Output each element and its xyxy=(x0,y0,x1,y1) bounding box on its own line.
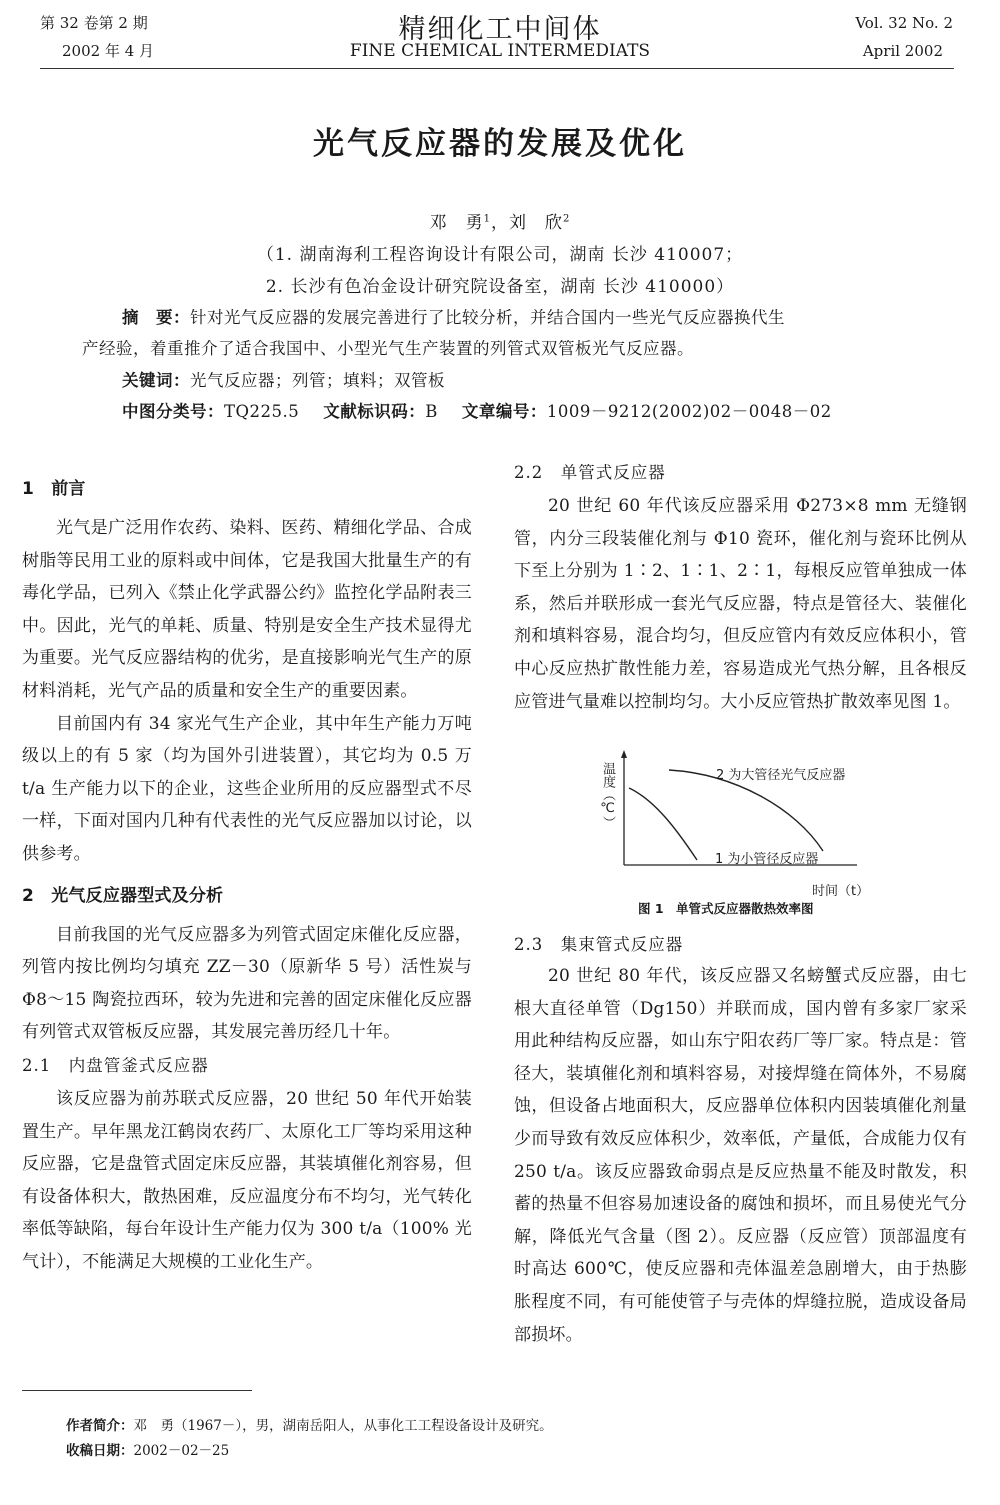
date-en: April 2002 xyxy=(862,42,943,60)
received-date-value: 2002－02－25 xyxy=(133,1443,230,1459)
article-id-label: 文章编号： xyxy=(461,402,547,421)
section-2-heading: 2 光气反应器型式及分析 xyxy=(22,885,224,906)
figure-1-caption: 图 1 单管式反应器散热效率图 xyxy=(638,901,814,916)
abstract-label: 摘 要： xyxy=(122,308,190,327)
issue-volume: 第 32 卷第 2 期 xyxy=(40,14,148,32)
section-2-1-paragraph-1: 该反应器为前苏联式反应器，20 世纪 50 年代开始装置生产。早年黑龙江鹤岗农药厂、太原化工厂等均采用这种反应器，它是盘管式固定床反应器，其装填催化剂容易，但有设备体积大，散热困难，反应温度分布不均匀，光气转化率低等缺陷，每台年设计生产能力仅为 300 t/a（100% 光气计），不能满足大规模的工业化生产。 xyxy=(22,1088,472,1272)
right-column-top xyxy=(514,458,967,718)
keywords-label: 关键词： xyxy=(122,371,190,390)
journal-title-zh: 精细化工中间体 xyxy=(398,14,602,45)
section-2-3-heading: 2.3 集束管式反应器 xyxy=(514,935,684,954)
affiliation-2: 2. 长沙有色冶金设计研究院设备室，湖南 长沙 410000） xyxy=(265,277,735,297)
affiliation-1: （1. 湖南海利工程咨询设计有限公司，湖南 长沙 410007； xyxy=(256,245,744,265)
author-1: 邓 勇 xyxy=(429,213,484,233)
received-date-label: 收稿日期： xyxy=(66,1443,134,1459)
right-column-bottom xyxy=(514,930,967,1351)
abstract-text-1: 针对光气反应器的发展完善进行了比较分析，并结合国内一些光气反应器换代生 xyxy=(190,308,785,327)
received-date xyxy=(66,1438,229,1464)
abstract-line-1 xyxy=(122,303,785,333)
volume-en: Vol. 32 No. 2 xyxy=(855,14,953,32)
section-1-paragraph-2: 目前国内有 34 家光气生产企业，其中年生产能力万吨级以上的有 5 家（均为国外引进装置），其它均为 0.5 万 t/a 生产能力以下的企业，这些企业所用的反应器型式不尽一样，下面对国内几种有代表性的光气反应器加以讨论，以供参考。 xyxy=(22,713,472,864)
author-bio-label: 作者简介： xyxy=(66,1418,134,1434)
left-column xyxy=(22,474,472,1278)
author-2-affil: 2 xyxy=(563,213,571,225)
figure-1-ylabel: 温度（℃） xyxy=(600,762,615,829)
classification xyxy=(122,397,832,427)
keywords xyxy=(122,366,445,396)
class-value: TQ225.5 xyxy=(224,402,300,421)
section-1-heading: 1 前言 xyxy=(22,479,86,499)
issue-date: 2002 年 4 月 xyxy=(62,42,155,60)
class-label: 中图分类号： xyxy=(122,402,224,421)
section-2-3-paragraph-1: 20 世纪 80 年代，该反应器又名螃蟹式反应器，由七根大直径单管（Dg150）并联而成，国内曾有多家厂家采用此种结构反应器，如山东宁阳农药厂等厂家。特点是：管径大，装填催化剂和填料容易，对接焊缝在筒体外，不易腐蚀，但设备占地面积大，反应器单位体积内因装填催化剂量少而导致有效反应体积少，效率低，产量低，合成能力仅有 250 t/a。该反应器致命弱点是反应热量不能及时散发，积蓄的热量不但容易加速设备的腐蚀和损坏，而且易使光气分解，降低光气含量（图 2）。反应器（反应管）顶部温度有时高达 600℃，使反应器和壳体温差急剧增大，由于热膨胀程度不同，有可能使管子与壳体的焊缝拉脱，造成设备局部损坏。 xyxy=(514,966,967,1345)
author-bio-text: 邓 勇（1967－），男，湖南岳阳人，从事化工工程设备设计及研究。 xyxy=(133,1418,553,1434)
keywords-text: 光气反应器；列管；填料；双管板 xyxy=(190,371,445,390)
author-2: ，刘 欣 xyxy=(491,213,563,233)
footnote-rule xyxy=(22,1390,252,1391)
figure-1-xlabel: 时间（t） xyxy=(812,884,870,899)
figure-1-curve-1-label: 1 为小管径反应器 xyxy=(715,852,819,867)
article-title: 光气反应器的发展及优化 xyxy=(313,126,687,162)
section-1-paragraph-1: 光气是广泛用作农药、染料、医药、精细化学品、合成树脂等民用工业的原料或中间体，它是我国大批量生产的有毒化学品，已列入《禁止化学武器公约》监控化学品附表三中。因此，光气的单耗、质量、特别是安全生产技术显得尤为重要。光气反应器结构的优劣，是直接影响光气生产的原材料消耗，光气产品的质量和安全生产的重要因素。 xyxy=(22,518,472,701)
figure-1-curve-2-label: 2 为大管径光气反应器 xyxy=(716,768,846,783)
section-2-paragraph-1: 目前我国的光气反应器多为列管式固定床催化反应器，列管内按比例均匀填充 ZZ－30（原新华 5 号）活性炭与 Φ8～15 陶瓷拉西环，较为先进和完善的固定床催化反应器有列管式双管板反应器，其发展完善历经几十年。 xyxy=(22,924,472,1043)
article-id-value: 1009－9212(2002)02－0048－02 xyxy=(546,402,832,421)
section-2-2-heading: 2.2 单管式反应器 xyxy=(514,463,666,482)
authors xyxy=(0,208,1000,233)
abstract-line-2: 产经验，着重推介了适合我国中、小型光气生产装置的列管式双管板光气反应器。 xyxy=(82,339,694,358)
doc-code-label: 文献标识码： xyxy=(323,402,426,421)
author-1-affil: 1 xyxy=(483,213,491,225)
section-2-2-paragraph-1: 20 世纪 60 年代该反应器采用 Φ273×8 mm 无缝钢管，内分三段装催化剂与 Φ10 瓷环，催化剂与瓷环比例从下至上分别为 1∶2、1∶1、2∶1，每根反应管单独成一体系，然后并联形成一套光气反应器，特点是管径大、装催化剂和填料容易，混合均匀，但反应管内有效反应体积小，管中心反应热扩散性能力差，容易造成光气热分解，且各根反应管进气量难以控制均匀。大小反应管热扩散效率见图 1。 xyxy=(514,496,967,712)
journal-title-en: FINE CHEMICAL INTERMEDIATS xyxy=(349,41,651,61)
section-2-1-heading: 2.1 内盘管釜式反应器 xyxy=(22,1055,209,1075)
doc-code-value: B xyxy=(425,402,438,421)
author-bio xyxy=(66,1413,553,1439)
curve-1-small-diameter xyxy=(629,788,697,860)
header-rule xyxy=(40,68,954,69)
figure-1-y-arrow xyxy=(621,750,627,758)
